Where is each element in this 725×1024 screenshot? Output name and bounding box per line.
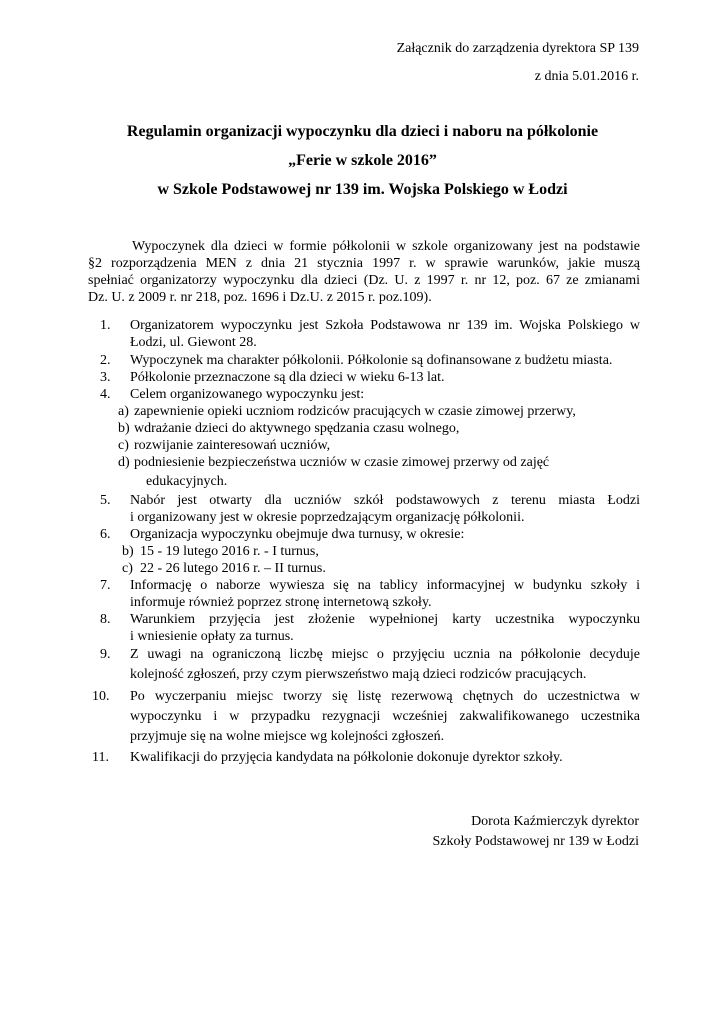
item-text: Wypoczynek ma charakter półkolonii. Półkolonie są dofinansowane z budżetu miasta.: [130, 353, 613, 368]
list-item: [88, 317, 640, 352]
item-text: przyjmuje się na wolne miejsce wg kolejności zgłoszeń.: [130, 729, 445, 744]
sub-item: [88, 420, 640, 437]
list-item: [88, 352, 640, 369]
rules-list: [88, 317, 640, 768]
item-number: 8.: [100, 612, 111, 627]
signature-name: Dorota Kaźmierczyk dyrektor: [471, 814, 639, 829]
intro-line: Dz. U. z 2009 r. nr 218, poz. 1696 i Dz.U. z 2015 r. poz.109).: [88, 290, 432, 305]
attachment-header: [397, 40, 639, 96]
item-number: 5.: [100, 493, 111, 508]
item-text: kolejność zgłoszeń, przy czym pierwszeństwo mają dzieci rodziców pracujących.: [130, 667, 587, 682]
sub-item-label: b): [118, 421, 130, 436]
item-text: i wniesienie opłaty za turnus.: [130, 629, 294, 644]
item-text: Warunkiem przyjęcia jest złożenie wypełnionej karty uczestnika wypoczynku: [130, 612, 640, 627]
list-item: [88, 577, 640, 611]
sub-item: [88, 403, 640, 420]
sub-item-text: edukacyjnych.: [146, 474, 228, 489]
list-item: [88, 611, 640, 645]
title-line-1: Regulamin organizacji wypoczynku dla dzieci i naboru na półkolonie: [126, 123, 599, 140]
sub-item-text: wdrażanie dzieci do aktywnego spędzania czasu wolnego,: [134, 421, 460, 436]
item-text: Nabór jest otwarty dla uczniów szkół podstawowych z terenu miasta Łodzi: [130, 493, 640, 508]
title-line-3: w Szkole Podstawowej nr 139 im. Wojska Polskiego w Łodzi: [157, 181, 568, 198]
list-item: [88, 645, 640, 685]
sub-item: [88, 454, 640, 492]
sub-item: [88, 543, 640, 560]
item-number: 2.: [100, 353, 111, 368]
item-text: Półkolonie przeznaczone są dla dzieci w wieku 6-13 lat.: [130, 370, 445, 385]
list-item: [88, 492, 640, 526]
item-text: i organizowany jest w okresie poprzedzającym organizację półkolonii.: [130, 510, 525, 525]
title-line-2: „Ferie w szkole 2016”: [288, 152, 437, 169]
intro-line: spełniać organizatorzy wypoczynku dla dzieci (Dz. U. z 1997 r. nr 12, poz. 67 ze zmianami: [88, 273, 640, 288]
item-text: Celem organizowanego wypoczynku jest:: [130, 387, 365, 402]
item-number: 3.: [100, 370, 111, 385]
intro-line: Wypoczynek dla dzieci w formie półkolonii w szkole organizowany jest na podstawie: [132, 239, 640, 254]
list-item: [88, 526, 640, 543]
item-number: 11.: [92, 750, 109, 765]
attachment-date: z dnia 5.01.2016 r.: [534, 69, 639, 84]
sub-item-label: d): [118, 455, 130, 470]
item-text: wypoczynku i w przypadku rezygnacji wcześniej zakwalifikowanego uczestnika: [130, 709, 640, 724]
item-text: Po wyczerpaniu miejsc tworzy się listę rezerwową chętnych do uczestnictwa w: [130, 689, 640, 704]
sub-item-label: c): [122, 561, 133, 576]
attachment-note: Załącznik do zarządzenia dyrektora SP 139: [396, 41, 639, 56]
list-item: [88, 687, 640, 747]
sub-item-text: zapewnienie opieki uczniom rodziców pracujących w czasie zimowej przerwy,: [134, 404, 576, 419]
item-text: Organizatorem wypoczynku jest Szkoła Podstawowa nr 139 im. Wojska Polskiego w: [130, 318, 640, 333]
sub-item-text: 22 - 26 lutego 2016 r. – II turnus.: [140, 561, 326, 576]
item-text: Kwalifikacji do przyjęcia kandydata na półkolonie dokonuje dyrektor szkoły.: [130, 750, 563, 765]
item-text: Łodzi, ul. Giewont 28.: [130, 335, 257, 350]
item-number: 10.: [92, 689, 110, 704]
item-text: Z uwagi na ograniczoną liczbę miejsc o przyjęciu ucznia na półkolonie decyduje: [130, 647, 640, 662]
sub-item: [88, 437, 640, 454]
sub-item-text: podniesienie bezpieczeństwa uczniów w czasie zimowej przerwy od zajęć: [134, 455, 550, 470]
intro-paragraph: [88, 238, 640, 306]
list-item: [88, 748, 640, 768]
item-text: Informację o naborze wywiesza się na tablicy informacyjnej w budynku szkoły i: [130, 578, 640, 593]
sub-item-label: b): [122, 544, 134, 559]
signature-block: [433, 813, 639, 853]
item-number: 6.: [100, 527, 111, 542]
item-text: Organizacja wypoczynku obejmuje dwa turnusy, w okresie:: [130, 527, 465, 542]
item-text: informuje również poprzez stronę internetową szkoły.: [130, 595, 432, 610]
item-number: 4.: [100, 387, 111, 402]
document-title: [0, 122, 725, 209]
intro-line: §2 rozporządzenia MEN z dnia 21 stycznia 1997 r. w sprawie warunków, jakie muszą: [88, 256, 640, 271]
item-number: 1.: [100, 318, 111, 333]
sub-item-label: c): [118, 438, 129, 453]
item-number: 9.: [100, 647, 111, 662]
list-item: [88, 386, 640, 403]
signature-school: Szkoły Podstawowej nr 139 w Łodzi: [432, 834, 639, 849]
sub-item-text: rozwijanie zainteresowań uczniów,: [134, 438, 331, 453]
sub-item-text: 15 - 19 lutego 2016 r. - I turnus,: [140, 544, 319, 559]
sub-item: [88, 560, 640, 577]
sub-item-label: a): [118, 404, 129, 419]
item-number: 7.: [100, 578, 111, 593]
list-item: [88, 369, 640, 386]
